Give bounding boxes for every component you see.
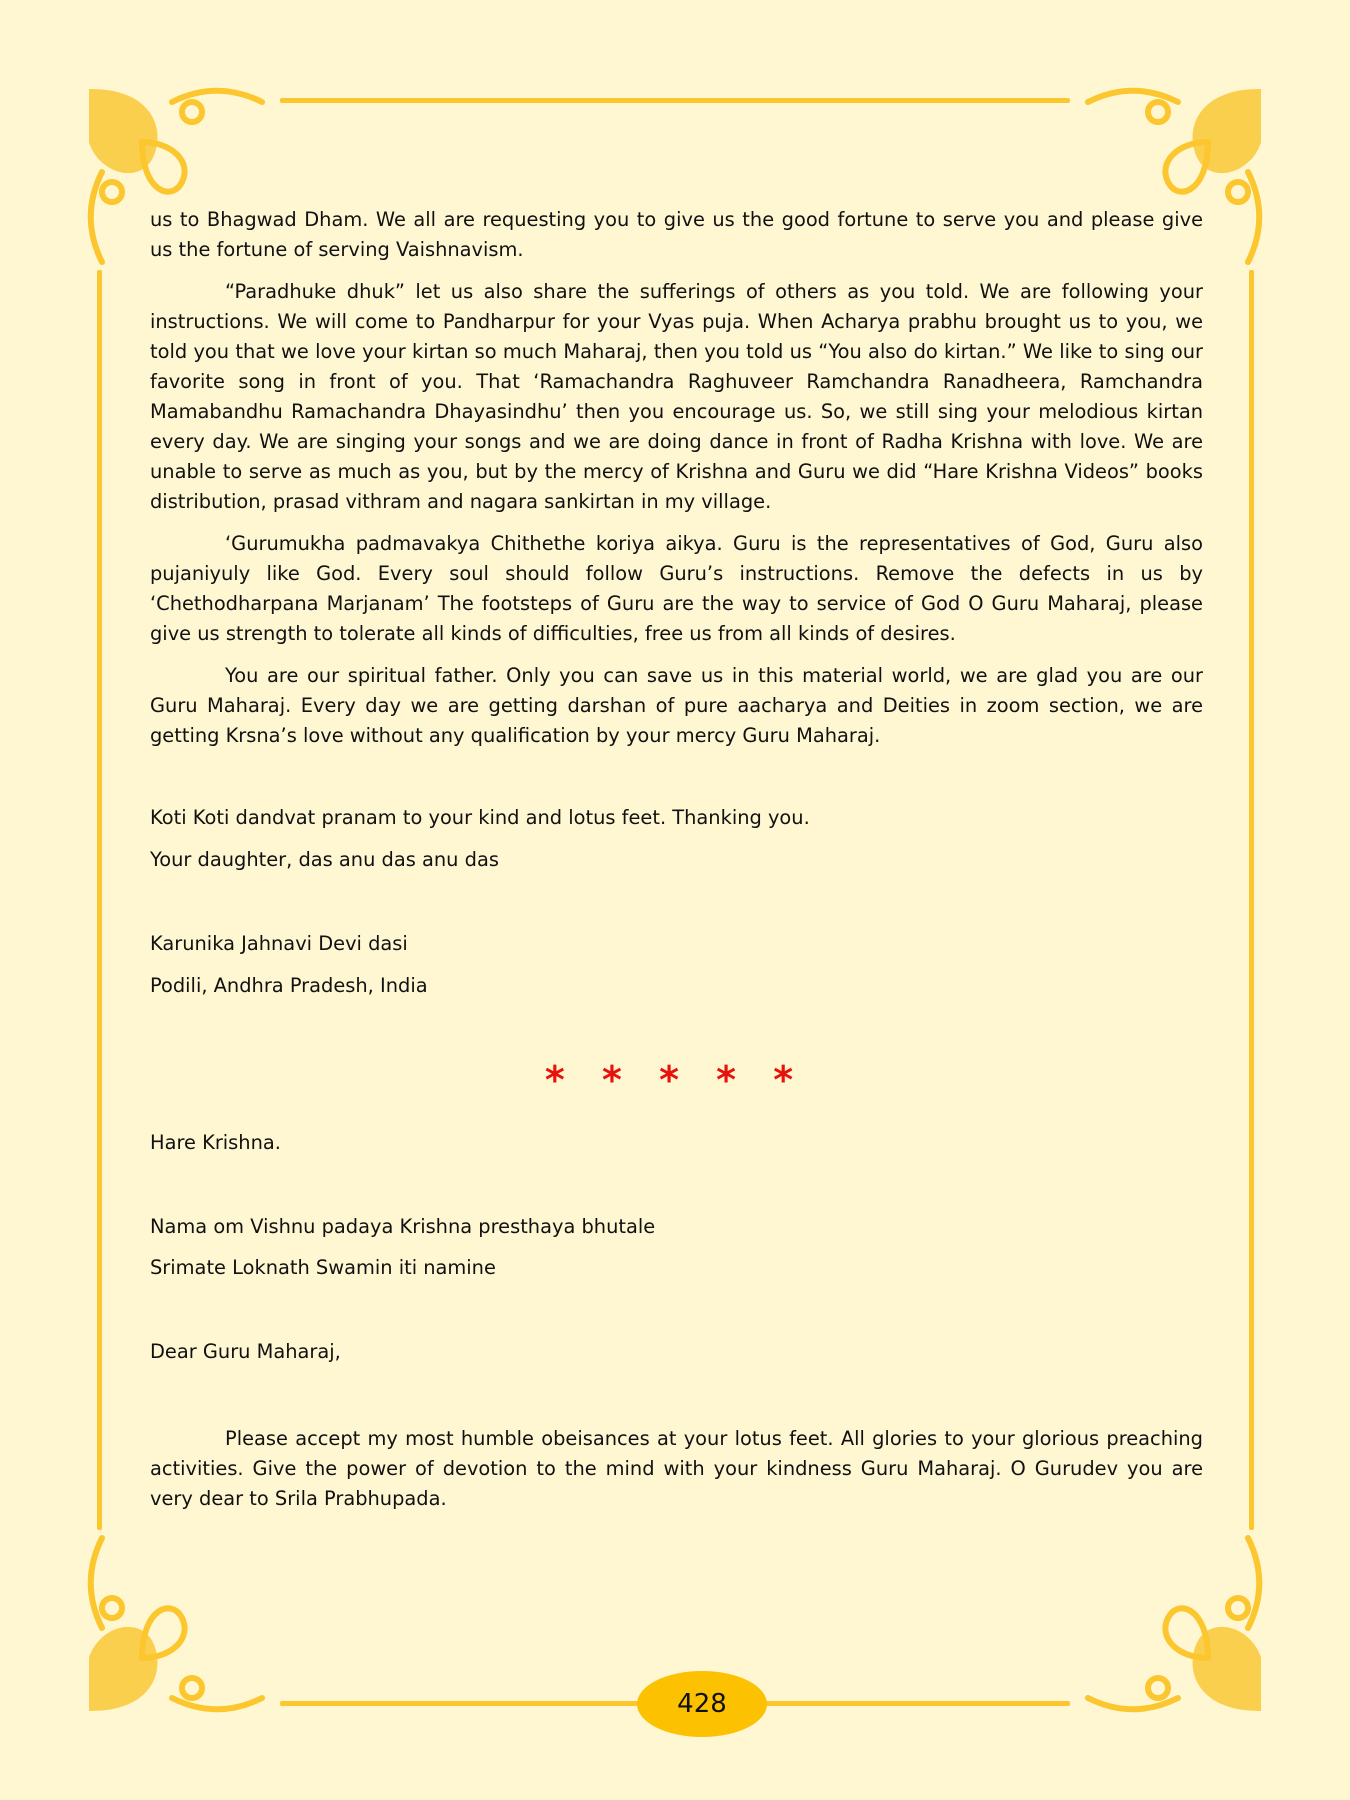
page-number: 428 xyxy=(677,1689,727,1719)
closing-thanks: Koti Koti dandvat pranam to your kind and lotus feet. Thanking you. xyxy=(150,806,810,829)
mantra-line-1: Nama om Vishnu padaya Krishna presthaya bhutale xyxy=(150,1215,656,1238)
frame-left-line xyxy=(97,270,102,1530)
page-number-badge xyxy=(637,1671,767,1737)
salutation: Dear Guru Maharaj, xyxy=(150,1340,341,1363)
paragraph: us to Bhagwad Dham. We all are requesting you to give us the good fortune to serve you and please give us the fortune of serving Vaishnavism. xyxy=(150,208,1203,261)
author-place: Podili, Andhra Pradesh, India xyxy=(150,974,428,997)
letter-body-2 xyxy=(150,1424,1203,1514)
paragraph: Please accept my most humble obeisances at your lotus feet. All glories to your glorious preaching activities. Give the power of devotion to the mind with your kindness Guru Maharaj. O Gurudev you are very dear to Srila Prabhupada. xyxy=(150,1427,1203,1510)
closing-signoff: Your daughter, das anu das anu das xyxy=(150,848,499,871)
mantra-line-2: Srimate Loknath Swamin iti namine xyxy=(150,1256,496,1279)
corner-ornament-icon xyxy=(1078,1528,1268,1718)
corner-ornament-icon xyxy=(82,1528,272,1718)
paragraph: “Paradhuke dhuk” let us also share the sufferings of others as you told. We are following your instructions. We will come to Pandharpur for your Vyas puja. When Acharya prabhu brought us to you, we told you that we love your kirtan so much Maharaj, then you told us “You also do kirtan.” We like to sing our favorite song in front of you. That ‘Ramachandra Raghuveer Ramchandra Ranadheera, Ramchandra Mamabandhu Ramachandra Dhayasindhu’ then you encourage us. So, we still sing your melodious kirtan every day. We are singing your songs and we are doing dance in front of Radha Krishna with love. We are unable to serve as much as you, but by the mercy of Krishna and Guru we did “Hare Krishna Videos” books distribution, prasad vithram and nagara sankirtan in my village. xyxy=(150,280,1203,513)
paragraph: You are our spiritual father. Only you can save us in this material world, we are glad you are our Guru Maharaj. Every day we are getting darshan of pure aacharya and Deities in zoom section, we are getting Krsna’s love without any qualification by your mercy Guru Maharaj. xyxy=(150,664,1203,747)
greeting: Hare Krishna. xyxy=(150,1131,281,1154)
letter-body xyxy=(150,205,1203,751)
author-name: Karunika Jahnavi Devi dasi xyxy=(150,932,408,955)
frame-top-line xyxy=(280,98,1070,103)
paragraph: ‘Gurumukha padmavakya Chithethe koriya aikya. Guru is the representatives of God, Guru also pujaniyuly like God. Every soul should follow Guru’s instructions. Remove the defects in us by ‘Chethodharpana Marjanam’ The footsteps of Guru are the way to service of God O Guru Maharaj, please give us strength to tolerate all kinds of difficulties, free us from all kinds of desires. xyxy=(150,532,1203,645)
frame-right-line xyxy=(1249,270,1254,1530)
separator-stars: * * * * * xyxy=(544,1058,806,1102)
